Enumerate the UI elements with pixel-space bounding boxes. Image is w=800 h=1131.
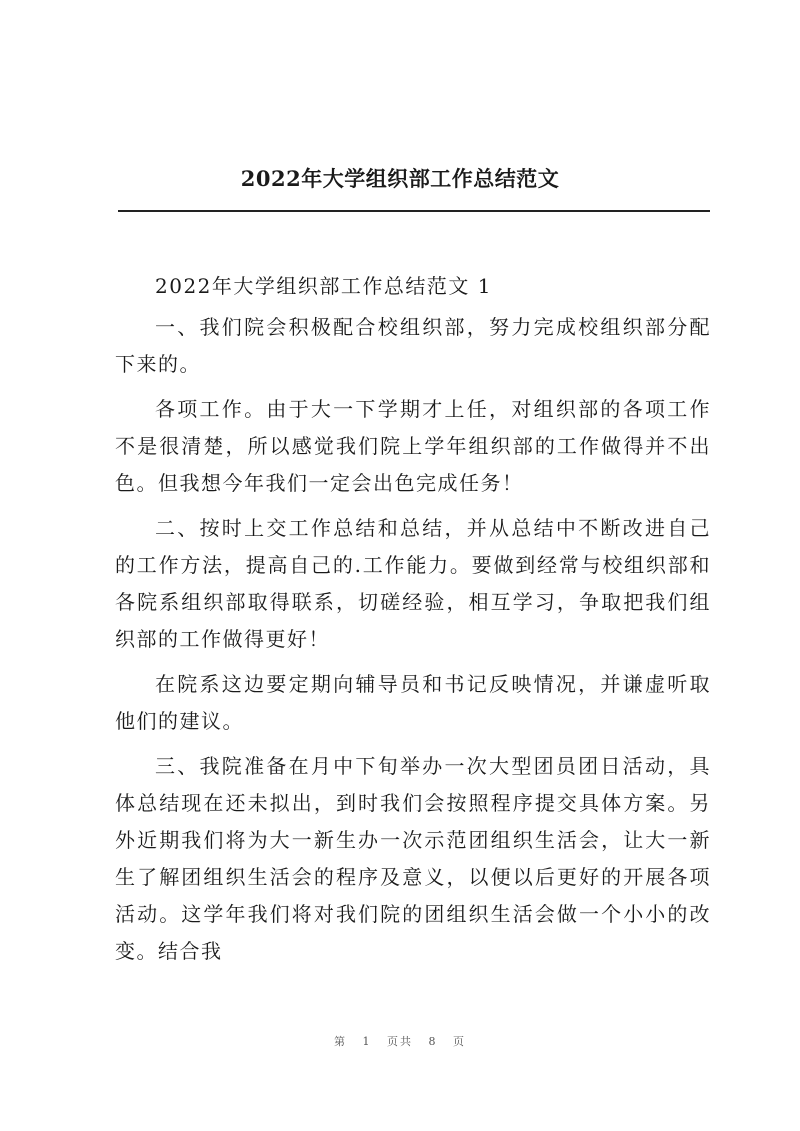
paragraph-1: 一、我们院会积极配合校组织部，努力完成校组织部分配下来的。 <box>115 315 711 376</box>
page-footer: 第 1 页共 8 页 <box>334 1035 466 1048</box>
paragraph-4: 在院系这边要定期向辅导员和书记反映情况，并谦虚听取他们的建议。 <box>115 672 711 733</box>
document-title: 2022年大学组织部工作总结范文 <box>240 166 560 191</box>
section-heading: 2022年大学组织部工作总结范文 1 <box>155 274 492 298</box>
paragraph-3: 二、按时上交工作总结和总结，并从总结中不断改进自己的工作方法，提高自己的.工作能力。要做到经常与校组织部和各院系组织部取得联系，切磋经验，相互学习，争取把我们组织部的工作做得更好！ <box>115 516 711 651</box>
paragraph-5: 三、我院准备在月中下旬举办一次大型团员团日活动，具体总结现在还未拟出，到时我们会按照程序提交具体方案。另外近期我们将为大一新生办一次示范团组织生活会，让大一新生了解团组织生活会的程序及意义，以便以后更好的开展各项活动。这学年我们将对我们院的团组织生活会做一个小小的改变。结合我 <box>115 754 711 963</box>
paragraph-2: 各项工作。由于大一下学期才上任，对组织部的各项工作不是很清楚，所以感觉我们院上学年组织部的工作做得并不出色。但我想今年我们一定会出色完成任务！ <box>115 397 711 495</box>
document-body <box>115 268 711 978</box>
title-underline <box>118 210 710 212</box>
